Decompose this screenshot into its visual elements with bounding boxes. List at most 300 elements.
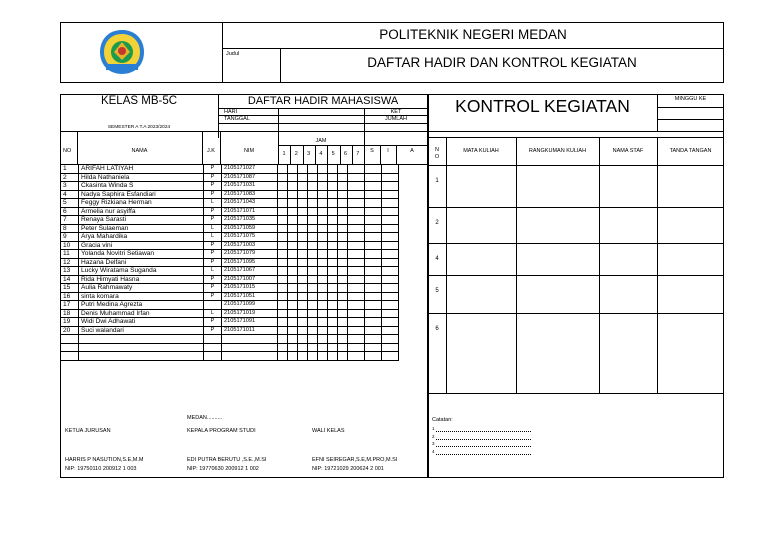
table-row [61,173,399,182]
jam-cell [338,224,348,233]
ket-cell [365,267,382,276]
jam-cell [288,335,298,344]
ket-cell [382,165,399,174]
student-no: 6 [61,207,79,216]
jam-cell [328,173,338,182]
student-jk: P [204,284,222,293]
student-no: 11 [61,250,79,259]
ket-cell [348,301,365,310]
student-no: 9 [61,233,79,242]
student-nim: 2105171027 [222,165,278,174]
jam-cell [288,165,298,174]
student-jk [204,301,222,310]
table-row [61,318,399,327]
student-no: 13 [61,267,79,276]
table-row [61,207,399,216]
student-jk: P [204,173,222,182]
student-name [79,343,204,352]
ket-cell [382,173,399,182]
jam-cell [318,165,328,174]
jam-cell [328,343,338,352]
student-nim: 2105171003 [222,241,278,250]
student-nim: 2105171019 [222,309,278,318]
student-jk [204,343,222,352]
student-no: 10 [61,241,79,250]
jam-cell [308,335,318,344]
kontrol-col-matakuliah: MATA KULIAH [463,148,499,154]
jam-cell [338,190,348,199]
ket-cell [348,335,365,344]
jam-cell [338,241,348,250]
jam-cell [328,352,338,361]
ket-cell [365,241,382,250]
jam-cell [278,326,288,335]
jam-cell [338,335,348,344]
ket-cell [365,275,382,284]
ket-cell [365,165,382,174]
jam-number: 7 [356,151,360,157]
jam-number: 6 [343,151,348,157]
jam-cell [328,326,338,335]
student-nim: 2105171059 [222,224,278,233]
ket-cell [382,284,399,293]
ket-cell [365,173,382,182]
student-nim: 2105171043 [222,199,278,208]
student-no: 2 [61,173,79,182]
student-jk: P [204,216,222,225]
ket-cell [382,292,399,301]
jam-cell [318,173,328,182]
jam-cell [318,199,328,208]
jam-cell [338,207,348,216]
jam-cell [318,326,328,335]
ket-cell [382,241,399,250]
jam-cell [308,326,318,335]
ket-cell [365,224,382,233]
ket-cell [382,326,399,335]
hari-label: HARI [224,109,238,115]
student-jk: P [204,318,222,327]
jam-cell [288,301,298,310]
minggu-label: MINGGU KE [674,96,707,102]
jam-cell [288,216,298,225]
student-no: 15 [61,284,79,293]
ket-cell [365,335,382,344]
ket-cell [348,267,365,276]
student-nim: 2105171087 [222,173,278,182]
jam-number: 1 [282,151,286,157]
jam-cell [278,233,288,242]
table-row [61,267,399,276]
ket-cell [365,326,382,335]
jam-cell [318,284,328,293]
ket-cell [365,182,382,191]
jam-cell [328,267,338,276]
kontrol-row-number: 4 [435,256,439,262]
jam-cell [288,233,298,242]
ket-cell [348,182,365,191]
ket-cell [382,216,399,225]
catatan-line-number: 3 [432,441,435,446]
jam-cell [298,207,308,216]
institution-name: POLITEKNIK NEGERI MEDAN [379,27,567,42]
document-title: DAFTAR HADIR DAN KONTROL KEGIATAN [367,55,637,70]
jam-cell [328,284,338,293]
kaprodi-nip: NIP: 19770630 200912 1 002 [187,466,259,472]
jam-cell [318,309,328,318]
jam-cell [278,309,288,318]
jam-cell [308,241,318,250]
jam-cell [288,241,298,250]
student-jk: P [204,182,222,191]
jam-cell [318,292,328,301]
ket-column-i: I [387,148,389,154]
ket-cell [382,309,399,318]
jam-cell [298,343,308,352]
jam-cell [308,284,318,293]
tanggal-label: TANGGAL [224,116,250,122]
table-row [61,343,399,352]
wali-name: EFNI SEIREGAR,S.E,M.PRO,M.SI [312,457,398,463]
jam-cell [318,335,328,344]
ket-cell [348,224,365,233]
kontrol-row-number: 1 [435,178,439,184]
jam-cell [288,224,298,233]
jam-cell [288,258,298,267]
jam-cell [308,182,318,191]
student-no: 20 [61,326,79,335]
table-row [61,216,399,225]
jam-cell [338,182,348,191]
ket-cell [382,301,399,310]
jam-cell [318,182,328,191]
kontrol-row-number: 5 [435,288,439,294]
jam-cell [288,343,298,352]
ket-cell [348,165,365,174]
jam-cell [298,267,308,276]
jam-cell [288,275,298,284]
jam-cell [288,250,298,259]
kontrol-col-ttd: TANDA TANGAN [669,148,712,154]
student-name: Rida Himyati Hasna [79,275,204,284]
student-no: 5 [61,199,79,208]
ket-cell [382,233,399,242]
jam-cell [278,190,288,199]
kontrol-row-number: 6 [435,326,439,332]
jam-cell [318,224,328,233]
jam-cell [288,267,298,276]
ket-cell [365,352,382,361]
jam-cell [308,224,318,233]
jam-cell [308,258,318,267]
student-nim: 2105171067 [222,267,278,276]
jam-cell [278,258,288,267]
table-row [61,284,399,293]
col-no: NO [63,148,72,154]
student-no: 19 [61,318,79,327]
jam-cell [328,216,338,225]
jam-cell [298,352,308,361]
student-name: Gracia vini [79,241,204,250]
jam-cell [328,318,338,327]
jam-cell [338,250,348,259]
student-nim: 2105171099 [222,301,278,310]
ket-cell [365,301,382,310]
jam-cell [298,165,308,174]
ket-cell [382,343,399,352]
student-name: Yolanda Novitri Setiawan [79,250,204,259]
jam-cell [308,352,318,361]
ketua-nip: NIP: 19750110 200912 1 003 [65,466,137,472]
student-no: 7 [61,216,79,225]
jam-cell [298,182,308,191]
student-name [79,352,204,361]
student-jk: L [204,224,222,233]
jam-cell [298,173,308,182]
table-row [61,258,399,267]
ket-column-a: A [410,148,414,154]
jam-cell [308,190,318,199]
student-nim: 2105171007 [222,275,278,284]
jam-cell [278,343,288,352]
ket-cell [365,318,382,327]
jam-cell [328,233,338,242]
ket-cell [348,326,365,335]
ket-cell [348,207,365,216]
ket-cell [348,352,365,361]
jam-cell [298,224,308,233]
table-row [61,199,399,208]
table-row [61,301,399,310]
jam-cell [288,190,298,199]
jam-cell [288,352,298,361]
catatan-line-number: 4 [432,448,435,454]
jam-cell [338,216,348,225]
jam-cell [328,241,338,250]
jam-cell [298,301,308,310]
ket-cell [365,190,382,199]
kontrol-col-rangkuman: RANGKUMAN KULIAH [528,148,587,154]
ket-column-s: S [370,148,374,154]
jam-cell [308,216,318,225]
jam-cell [328,250,338,259]
jam-cell [308,233,318,242]
ket-cell [365,292,382,301]
jam-cell [338,326,348,335]
jam-cell [278,292,288,301]
catatan-line-number: 1 [432,426,435,431]
jam-cell [318,250,328,259]
jam-cell [298,216,308,225]
student-jk: L [204,309,222,318]
jam-cell [338,318,348,327]
jam-cell [278,207,288,216]
jam-cell [298,250,308,259]
student-jk: P [204,258,222,267]
table-row [61,241,399,250]
col-jk: J.K [207,148,215,154]
student-name: Lucky Wiratama Suganda [79,267,204,276]
ket-cell [382,199,399,208]
jam-cell [328,190,338,199]
catatan-label: Catatan: [432,417,453,423]
ket-cell [382,258,399,267]
jam-cell [308,275,318,284]
jam-cell [278,182,288,191]
table-row [61,165,399,174]
student-jk: L [204,267,222,276]
ket-cell [382,182,399,191]
student-name [79,335,204,344]
jam-cell [318,352,328,361]
student-no: 14 [61,275,79,284]
student-name: sinta komara [79,292,204,301]
jam-cell [288,318,298,327]
student-nim: 2105171031 [222,182,278,191]
jam-cell [328,182,338,191]
jam-number: 2 [294,151,298,157]
student-no: 12 [61,258,79,267]
ket-cell [348,233,365,242]
kontrol-title: KONTROL KEGIATAN [455,96,630,116]
student-no: 18 [61,309,79,318]
student-jk: P [204,275,222,284]
jam-cell [278,267,288,276]
jam-cell [328,207,338,216]
student-nim: 2105171095 [222,258,278,267]
jam-number: 4 [319,151,323,157]
jam-cell [288,207,298,216]
student-jk: L [204,199,222,208]
jam-cell [338,309,348,318]
ket-cell [348,241,365,250]
ket-cell [365,216,382,225]
student-jk: P [204,207,222,216]
student-nim: 2105171015 [222,284,278,293]
kontrol-col-no: N O [434,147,440,160]
student-jk: P [204,165,222,174]
jam-cell [308,199,318,208]
jam-cell [338,275,348,284]
jam-cell [278,173,288,182]
table-row [61,275,399,284]
table-row [61,335,399,344]
jam-cell [328,301,338,310]
institution-logo [96,28,148,76]
table-row [61,309,399,318]
class-name: KELAS MB-5C [100,95,178,107]
jam-cell [298,292,308,301]
jam-label: JAM [315,138,327,144]
student-jk: P [204,250,222,259]
ket-cell [348,284,365,293]
jam-cell [328,165,338,174]
kontrol-col-staf: NAMA STAF [612,148,644,154]
student-name: Putri Medina Agrezta [79,301,204,310]
ket-cell [382,190,399,199]
student-name: Denis Muhammad Irfan [79,309,204,318]
student-no [61,335,79,344]
student-no [61,352,79,361]
jam-cell [298,284,308,293]
ket-cell [365,284,382,293]
jam-cell [298,309,308,318]
ket-cell [348,190,365,199]
jam-cell [338,301,348,310]
student-name: Renaya Sarasti [79,216,204,225]
ket-cell [365,207,382,216]
jam-cell [338,233,348,242]
jam-cell [278,216,288,225]
student-nim: 2105171083 [222,190,278,199]
ket-cell [348,343,365,352]
student-nim [222,352,278,361]
jam-cell [338,267,348,276]
ketua-name: HARRIS P NASUTION,S.E,M.M [65,457,144,463]
student-name: Widi Dwi Adhawati [79,318,204,327]
student-no: 3 [61,182,79,191]
jam-cell [298,190,308,199]
ket-label: KET [390,109,402,115]
jam-cell [318,233,328,242]
table-row [61,233,399,242]
student-name: Aulia Rahmawaty [79,284,204,293]
jam-cell [328,224,338,233]
wali-label: WALI KELAS [312,428,345,434]
semester-label: SEMESTER A T.A 2023/2024 [107,125,171,130]
ket-cell [382,352,399,361]
wali-nip: NIP: 19721029 200624 2 001 [312,466,384,472]
jam-cell [308,207,318,216]
jam-cell [318,318,328,327]
jam-cell [278,284,288,293]
ket-cell [348,199,365,208]
student-name: Feggy Rizkiana Herman [79,199,204,208]
jam-cell [288,326,298,335]
jam-cell [278,352,288,361]
jam-cell [298,335,308,344]
col-nama: NAMA [131,148,148,154]
jumlah-label: JUMLAH [384,116,407,122]
jam-cell [308,292,318,301]
ket-cell [382,275,399,284]
jam-cell [338,173,348,182]
jam-cell [298,318,308,327]
jam-cell [308,165,318,174]
ket-cell [348,292,365,301]
jam-cell [308,318,318,327]
jam-cell [328,335,338,344]
jam-cell [288,284,298,293]
student-nim: 2105171051 [222,292,278,301]
ket-cell [365,233,382,242]
jam-cell [288,199,298,208]
ket-cell [348,318,365,327]
jam-cell [278,241,288,250]
jam-cell [338,165,348,174]
student-name: Hazana Delfani [79,258,204,267]
jam-cell [288,173,298,182]
student-no: 16 [61,292,79,301]
col-nim: NIM [243,148,255,154]
jam-cell [338,343,348,352]
jam-cell [278,199,288,208]
jam-cell [278,224,288,233]
jam-cell [318,267,328,276]
jam-cell [318,301,328,310]
ket-cell [348,250,365,259]
table-row [61,182,399,191]
